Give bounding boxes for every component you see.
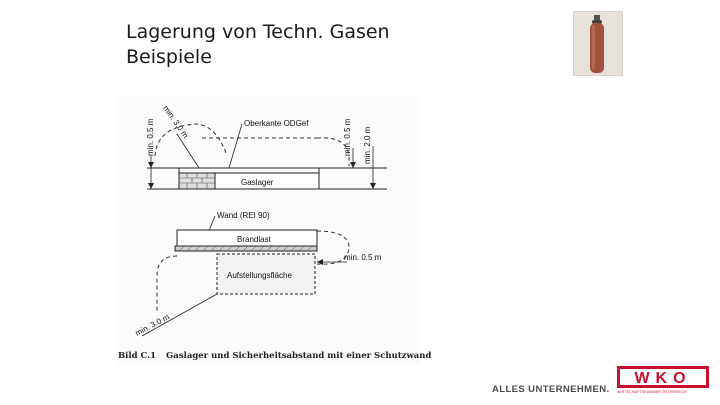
gas-cylinder-photo [573,11,623,76]
slide-title-line-2: Beispiele [126,46,212,68]
label-min-30-lower: min. 3.0 m [133,312,171,338]
label-gaslager: Gaslager [241,178,274,187]
label-aufstellungsflaeche: Aufstellungsfläche [227,271,292,280]
safety-zone-top-left [155,124,227,156]
wko-subtext: WIRTSCHAFTSKAMMER ÖSTERREICH [617,390,688,394]
footer-slogan: ALLES UNTERNEHMEN. [492,384,610,395]
slide-title [126,20,390,70]
label-min-20: min. 2.0 m [363,126,372,164]
brick-wall [179,173,215,189]
storage-diagram [117,96,420,364]
figure-caption [118,351,441,361]
label-min-05-left: min. 0.5 m [146,118,155,156]
wko-logo-text: WKO [634,370,692,387]
slide-title-line-1: Lagerung von Techn. Gasen [126,21,390,43]
label-wand: Wand (REI 90) [217,211,270,220]
label-min-05-right: min. 0.5 m [343,118,352,156]
label-min-30-top: min. 3.0 m [161,103,191,140]
figure-caption-text: Gaslager und Sicherheitsabstand mit einer Schutzwand [166,351,432,361]
label-brandlast: Brandlast [237,235,271,244]
figure-caption-id: Bild C.1 [118,351,157,361]
gas-cylinder-icon [574,12,622,75]
label-oberkante: Oberkante ODGef [244,119,309,128]
label-min-05-lower: min. 0.5 m [344,253,382,262]
